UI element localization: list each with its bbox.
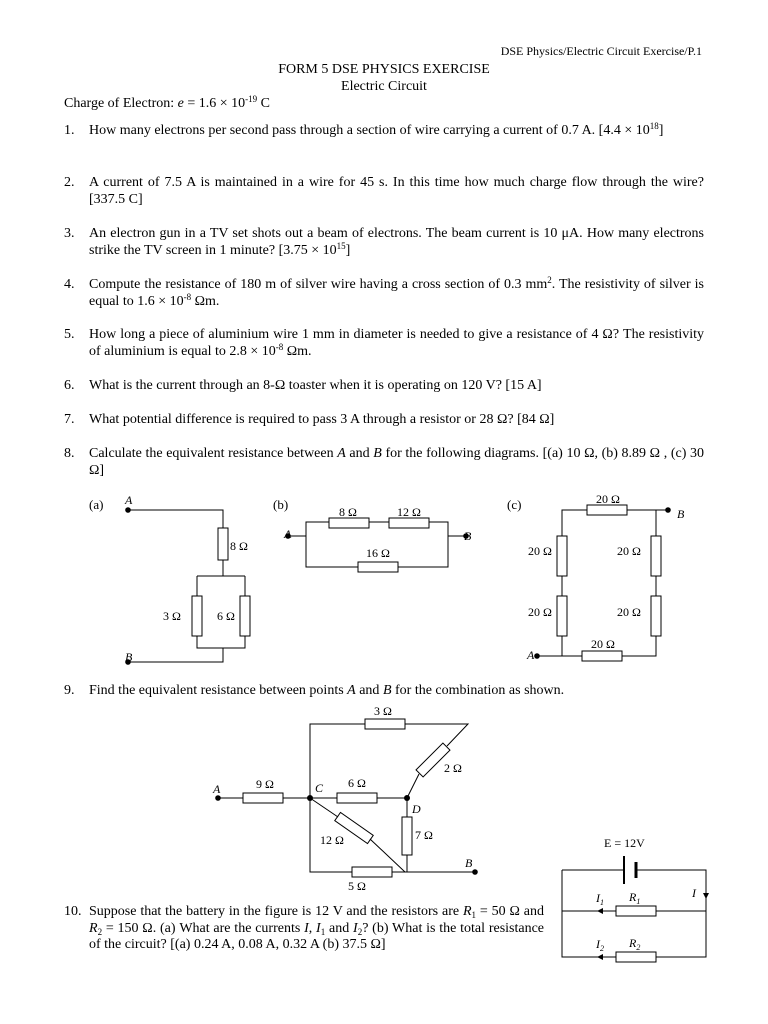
electron-charge-line: Charge of Electron: $e = 1.6 \times 10^{-19}$ C [64,94,271,111]
fig9-label-C: C [315,781,324,795]
fig8-a-label-B: B [125,650,133,664]
question-3: 3. An electron gun in a TV set shots out a beam of electrons. The beam current is 10 μA. How many electrons strike the TV screen in 1 minute? $[3.75 \times 10^{15}]$ [64,226,704,258]
question-10: 10. Suppose that the battery in the figure is 12 V and the resistors are $R_1 = 50$ Ω and $R_2 = 150$ Ω. (a) What are the currents I, $I_1$ and $I_2$? (b) What is the total resistance of the circuit? [(a) 0.24 A, 0.08 A, 0.32 A (b) 37.5 Ω] [64,904,545,952]
question-1: 1. How many electrons per second pass through a section of wire carrying a current of 0.7 A. $[4.4 \times 10^{18}]$ [64,121,664,138]
page-subtitle: Electric Circuit [341,79,427,94]
running-header: DSE Physics/Electric Circuit Exercise/P.1 [500,44,702,58]
fig8-a-r8: 8 Ω [230,539,248,553]
fig8-c-label-A: A [527,648,535,662]
fig9-label-B: B [465,856,473,870]
fig8-a-tag: (a) [89,497,104,512]
question-6: 6. What is the current through an 8-Ω toaster when it is operating on 120 V? [15 A] [64,378,542,393]
fig9-r9: 9 Ω [256,777,274,791]
fig10-R1: $R_1$ [629,890,641,906]
fig8-b-tag: (b) [273,497,289,512]
fig8-b-r12: 12 Ω [397,505,421,519]
fig9-r2: 2 Ω [444,761,462,775]
fig9-r3: 3 Ω [374,704,392,718]
fig9-r12: 12 Ω [320,833,344,847]
question-2: 2. A current of 7.5 A is maintained in a wire for 45 s. In this time how much charge flow through the wire? [337.5 C] [64,175,704,207]
fig8-c-r-right-lower: 20 Ω [617,605,641,619]
fig8-b-r16: 16 Ω [366,546,390,560]
fig10-R2: $R_2$ [629,936,641,952]
fig8-a-r6: 6 Ω [217,609,235,623]
fig8-b-r8: 8 Ω [339,505,357,519]
figure-10-circuit [540,832,730,967]
fig8-a-label-A: A [125,493,133,507]
fig8-c-r-right-upper: 20 Ω [617,544,641,558]
fig10-current-I1: $I_1$ [596,891,604,907]
fig10-emf: E = 12V [604,836,645,850]
question-8: 8. Calculate the equivalent resistance between A and B for the following diagrams. [(a) 10 Ω, (b) 8.89 Ω , (c) 30 Ω] [64,446,704,478]
fig8-c-label-B: B [677,507,685,521]
fig9-label-A: A [213,782,221,796]
fig8-b-label-A: A [284,527,292,541]
fig8-c-tag: (c) [507,497,522,512]
fig8-c-r-bottom: 20 Ω [591,637,615,651]
question-4: 4. Compute the resistance of 180 m of silver wire having a cross section of 0.3 $mm^2$. The resistivity of silver is equal to $1.6 \times 10^{-8}$ Ωm. [64,275,704,309]
fig8-a-r3: 3 Ω [163,609,181,623]
question-9: 9. Find the equivalent resistance between points A and B for the combination as shown. [64,683,565,698]
page-title: FORM 5 DSE PHYSICS EXERCISE [278,62,490,77]
question-5: 5. How long a piece of aluminium wire 1 mm in diameter is needed to give a resistance of 4 Ω? The resistivity of aluminium is equal to $2.8 \times 10^{-8}$ Ωm. [64,327,704,359]
fig9-label-D: D [412,802,421,816]
fig8-c-r-left-upper: 20 Ω [528,544,552,558]
fig8-c-r-left-lower: 20 Ω [528,605,552,619]
fig9-r7: 7 Ω [415,828,433,842]
question-7: 7. What potential difference is required to pass 3 A through a resistor or 28 Ω? [84 Ω] [64,412,555,427]
fig8-c-r-top: 20 Ω [596,492,620,506]
fig9-r6: 6 Ω [348,776,366,790]
fig10-current-I2: $I_2$ [596,937,604,953]
figure-8-circuits [0,488,768,673]
fig9-r5: 5 Ω [348,879,366,893]
fig10-current-I: I [692,886,696,900]
fig8-b-label-B: B [464,529,472,543]
